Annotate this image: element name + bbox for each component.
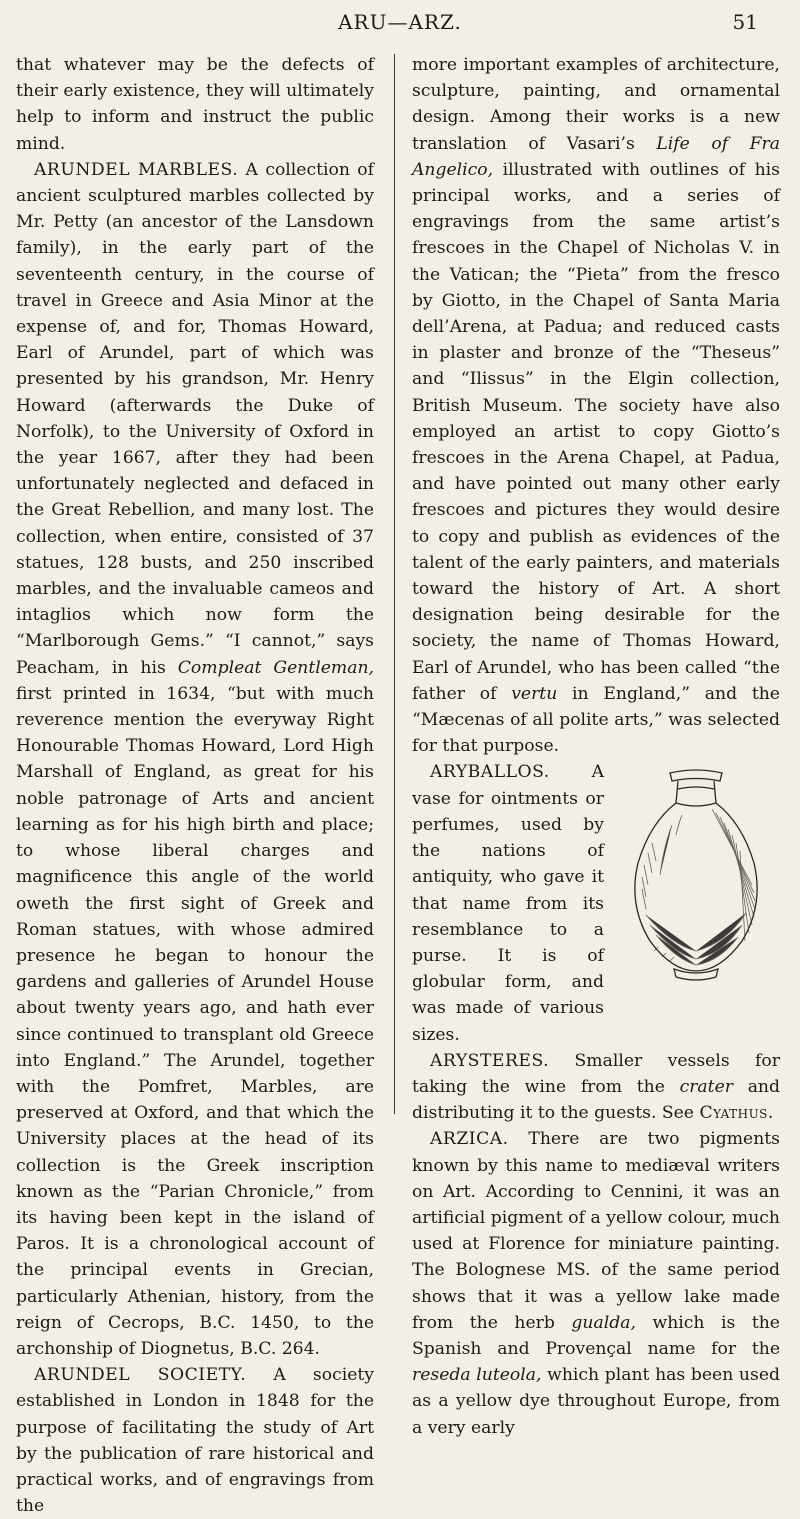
- paragraph-text: more important examples of architecture, sculpture, painting, and ornamental design. Among their works is a new translation of Vasari’s: [412, 55, 780, 154]
- continued-paragraph: [16, 52, 374, 157]
- entry-text: A society established in London in 1848 for the purpose of facilitating the study of Art by the publication of rare historical and practical works, and of engravings from the: [16, 1365, 374, 1517]
- entry-text: Smaller vessels for taking the wine from the: [412, 1050, 780, 1097]
- entry-headword: ARYBALLOS.: [430, 762, 550, 783]
- entry-arundel-society: [16, 1362, 374, 1519]
- entry-arundel-marbles: [16, 157, 374, 1362]
- page-header: [0, 4, 800, 44]
- paragraph-text: in England,” and the “Mæcenas of all polite arts,” was selected for that purpose.: [412, 683, 780, 757]
- running-head: ARU—ARZ.: [338, 10, 462, 34]
- paragraph-text: that whatever may be the defects of their early existence, they will ultimately help to inform and instruct the public mind.: [16, 55, 374, 154]
- paragraph-text: illustrated with outlines of his principal works, and a series of engravings from the same artist’s frescoes in the Chapel of Nicholas V. in the Vatican; the “Pieta” from the fresco by Giotto, in the Chapel of Santa Maria dell’Arena, at Padua; and reduced casts in plaster and bronze of the “Theseus” and “Ilissus” in the Elgin collection, British Museum. The society have also employed an artist to copy Giotto’s frescoes in the Arena Chapel, at Padua, and have pointed out many other early frescoes and pictures they would desire to copy and publish as evidences of the talent of the early painters, and materials toward the history of Art. A short designation being desirable for the society, the name of Thomas Howard, Earl of Arundel, who has been called “the father of: [412, 159, 780, 704]
- page-number: 51: [732, 10, 758, 34]
- book-title: Compleat Gentleman,: [177, 657, 374, 678]
- italic-term: crater: [679, 1076, 733, 1097]
- entry-text: A vase for ointments or perfumes, used by the nations of antiquity, who gave it that name from its resemblance to a purse. It is of globular form, and was made of various sizes.: [412, 762, 604, 1045]
- left-column: [16, 52, 374, 1519]
- entry-aryballos: [412, 759, 780, 1047]
- entry-text: which plant has been used as a yellow dye throughout Europe, from a very early: [412, 1365, 780, 1438]
- aryballos-vase-illustration-icon: [612, 765, 780, 999]
- column-divider: [394, 54, 395, 1114]
- entry-arysteres: [412, 1048, 780, 1127]
- right-column: [412, 52, 780, 1441]
- entry-text: A collection of ancient sculptured marbles collected by Mr. Petty (an ancestor of the Lansdown family), in the early part of the seventeenth century, in the course of travel in Greece and Asia Minor at the expense of, and for, Thomas Howard, Earl of Arundel, part of which was presented by his grandson, Mr. Henry Howard (afterwards the Duke of Norfolk), to the University of Oxford in the year 1667, after they had been unfortunately neglected and defaced in the Great Rebellion, and many lost. The collection, when entire, consisted of 37 statues, 128 busts, and 250 inscribed marbles, and the invaluable cameos and intaglios which now form the “Marlborough Gems.” “I cannot,” says Peacham, in his: [16, 159, 375, 678]
- entry-headword: ARZICA.: [430, 1129, 509, 1150]
- book-title: Life of Fra Angelico,: [412, 133, 781, 180]
- entry-headword: ARUNDEL SOCIETY.: [34, 1365, 247, 1386]
- entry-text: first printed in 1634, “but with much reverence mention the everyway Right Honourable Thomas Howard, Lord High Marshall of England, as great for his noble patronage of Arts and ancient learning as for his high birth and place; to whose liberal charges and magnificence this angle of the world oweth the first sight of Greek and Roman statues, with whose admired presence he began to honour the gardens and galleries of Arundel House about twenty years ago, and hath ever since continued to transplant old Greece into England.” The Arundel, together with the Pomfret, Marbles, are preserved at Oxford, and that which the University places at the head of its collection is the Greek inscription known as the “Parian Chronicle,” from its having been kept in the island of Paros. It is a chronological account of the principal events in Grecian, particularly Athenian, history, from the reign of Cecrops, B.C. 1450, to the archonship of Diognetus, B.C. 264.: [16, 683, 374, 1359]
- entry-headword: ARUNDEL MARBLES.: [34, 159, 239, 180]
- entry-text: There are two pigments known by this name to mediæval writers on Art. According to Cennini, it was an artificial pigment of a yellow colour, much used at Florence for miniature painting. The Bolognese MS. of the same period shows that it was a yellow lake made from the herb: [412, 1129, 780, 1333]
- entry-text: and distributing it to the guests. See: [412, 1076, 781, 1124]
- entry-arzica: [412, 1126, 780, 1440]
- entry-text: which is the Spanish and Provençal name for the: [412, 1312, 780, 1359]
- entry-headword: ARYSTERES.: [430, 1050, 550, 1071]
- italic-term: gualda,: [571, 1312, 636, 1333]
- italic-term: vertu: [511, 683, 558, 704]
- cross-reference: Cyathus.: [699, 1103, 774, 1124]
- continued-paragraph: [412, 52, 780, 759]
- italic-term: reseda luteola,: [412, 1365, 542, 1386]
